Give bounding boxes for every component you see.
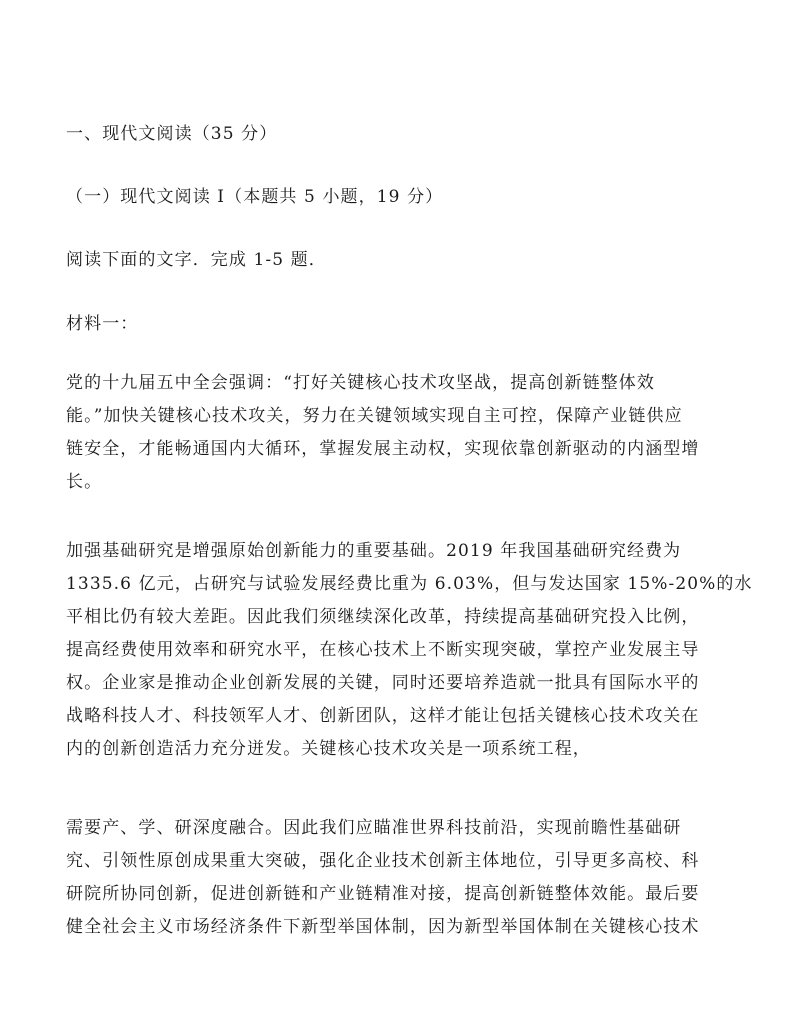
paragraph-line: 权。企业家是推动企业创新发展的关键，同时还要培养造就一批具有国际水平的 <box>66 673 700 693</box>
paragraph-3 <box>66 812 730 944</box>
paragraph-line: 研院所协同创新，促进创新链和产业链精准对接，提高创新链整体效能。最后要 <box>66 884 700 904</box>
paragraph-line: 平相比仍有较大差距。因此我们须继续深化改革，持续提高基础研究投入比例， <box>66 607 700 627</box>
paragraph-1 <box>66 367 730 499</box>
paragraph-line: 加强基础研究是增强原始创新能力的重要基础。2019 年我国基础研究经费为 <box>66 541 682 561</box>
reading-instruction: 阅读下面的文字．完成 1-5 题． <box>66 250 327 270</box>
paragraph-line: 内的创新创造活力充分迸发。关键核心技术攻关是一项系统工程， <box>66 739 591 759</box>
paragraph-line: 需要产、学、研深度融合。因此我们应瞄准世界科技前沿，实现前瞻性基础研 <box>66 818 682 838</box>
paragraph-line: 党的十九届五中全会强调：“打好关键核心技术攻坚战，提高创新链整体效 <box>66 373 655 393</box>
paragraph-line: 健全社会主义市场经济条件下新型举国体制，因为新型举国体制在关键核心技术 <box>66 917 700 937</box>
paragraph-line: 长。 <box>66 472 103 492</box>
paragraph-line: 战略科技人才、科技领军人才、创新团队，这样才能让包括关键核心技术攻关在 <box>66 706 700 726</box>
paragraph-2 <box>66 535 753 766</box>
paragraph-line: 究、引领性原创成果重大突破，强化企业技术创新主体地位，引导更多高校、科 <box>66 851 700 871</box>
paragraph-line: 能。”加快关键核心技术攻关，努力在关键领域实现自主可控，保障产业链供应 <box>66 406 683 426</box>
subsection-title: （一）现代文阅读 I（本题共 5 小题，19 分） <box>66 187 444 207</box>
material-label: 材料一： <box>66 314 139 334</box>
paragraph-line: 链安全，才能畅通国内大循环，掌握发展主动权，实现依靠创新驱动的内涵型增 <box>66 439 700 459</box>
section-title: 一、现代文阅读（35 分） <box>66 124 278 144</box>
paragraph-line: 提高经费使用效率和研究水平，在核心技术上不断实现突破，掌控产业发展主导 <box>66 640 700 660</box>
paragraph-line: 1335.6 亿元，占研究与试验发展经费比重为 6.03%，但与发达国家 15%-20%的水 <box>66 574 753 594</box>
